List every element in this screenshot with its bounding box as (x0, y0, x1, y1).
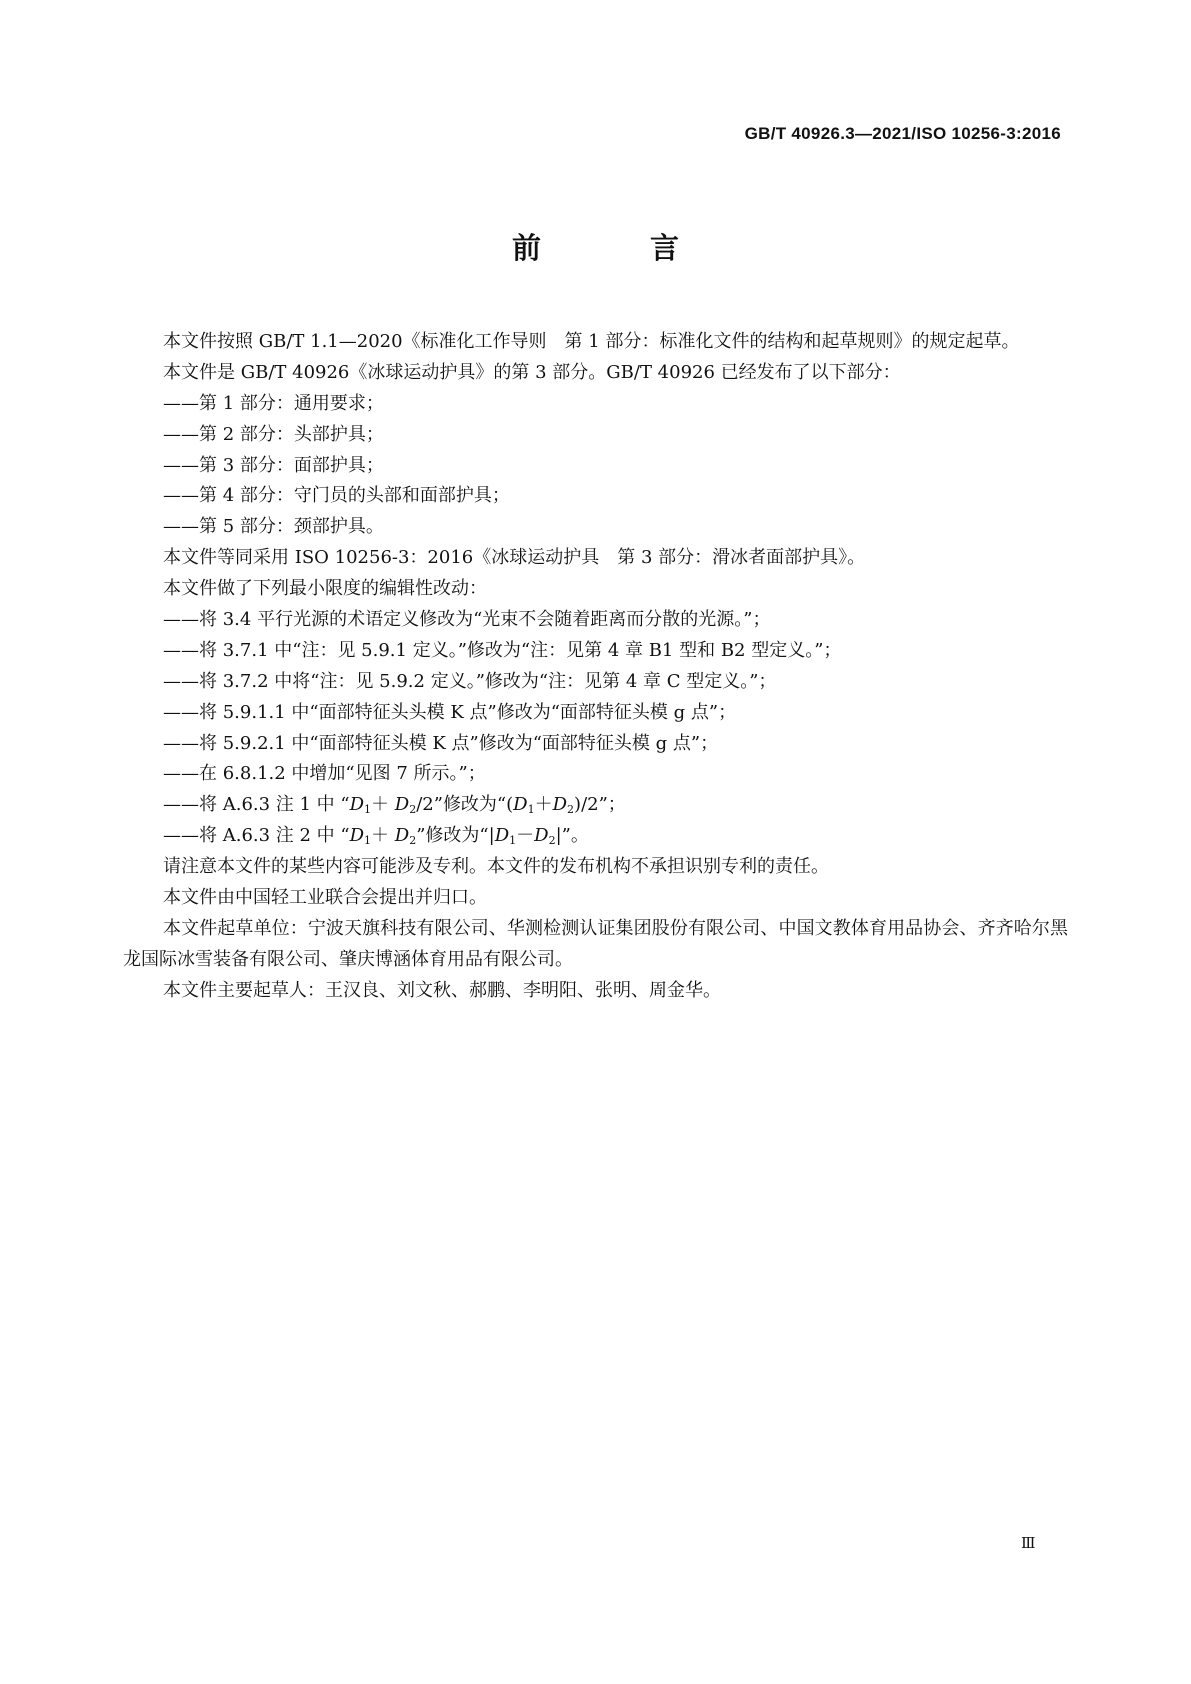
paragraph-proposer: 本文件由中国轻工业联合会提出并归口。 (163, 887, 487, 909)
list-item: ——第 4 部分：守门员的头部和面部护具； (163, 485, 510, 507)
paragraph-adoption: 本文件等同采用 ISO 10256-3：2016《冰球运动护具 第 3 部分：滑冰者面部护具》。 (163, 547, 866, 569)
list-item: ——第 5 部分：颈部护具。 (163, 516, 384, 538)
list-item: ——将 3.7.1 中“注：见 5.9.1 定义。”修改为“注：见第 4 章 B1 型和 B2 型定义。”； (163, 639, 842, 661)
list-item: ——将 3.4 平行光源的术语定义修改为“光束不会随着距离而分散的光源。”； (163, 609, 771, 631)
paragraph-series: 本文件是 GB/T 40926《冰球运动护具》的第 3 部分。GB/T 40926 已经发布了以下部分： (163, 361, 901, 383)
list-item-formula-1: ——将 A.6.3 注 1 中 “$D_1+ D_2/2$”修改为“$(D_1+D_2)/2$”； (163, 794, 626, 817)
list-item: ——在 6.8.1.2 中增加“见图 7 所示。”； (163, 763, 486, 785)
page-number: Ⅲ (1021, 1534, 1036, 1552)
list-item: ——第 3 部分：面部护具； (163, 454, 384, 476)
paragraph-drafting-units: 本文件起草单位：宁波天旗科技有限公司、华测检测认证集团股份有限公司、中国文教体育用品协会、齐齐哈尔黑龙国际冰雪装备有限公司、肇庆博涵体育用品有限公司。 (123, 917, 1068, 970)
list-item: ——第 1 部分：通用要求； (163, 392, 384, 414)
list-item: ——将 3.7.2 中将“注：见 5.9.2 定义。”修改为“注：见第 4 章 C 型定义。”； (163, 670, 777, 692)
paragraph-changes: 本文件做了下列最小限度的编辑性改动： (163, 578, 487, 600)
list-item: ——将 5.9.1.1 中“面部特征头头模 K 点”修改为“面部特征头模 g 点”； (163, 701, 737, 723)
standard-code: GB/T 40926.3—2021/ISO 10256-3:2016 (744, 124, 1061, 143)
foreword-body (123, 327, 1068, 1007)
list-item: ——将 5.9.2.1 中“面部特征头模 K 点”修改为“面部特征头模 g 点”； (163, 732, 719, 754)
paragraph-patent: 请注意本文件的某些内容可能涉及专利。本文件的发布机构不承担识别专利的责任。 (163, 856, 829, 878)
paragraph-scope: 本文件按照 GB/T 1.1—2020《标准化工作导则 第 1 部分：标准化文件的结构和起草规则》的规定起草。 (163, 331, 1020, 352)
list-item-formula-2: ——将 A.6.3 注 2 中 “$D_1+ D_2$”修改为“$|D_1-D_2|$”。 (163, 825, 589, 848)
paragraph-drafters: 本文件主要起草人：王汉良、刘文秋、郝鹏、李明阳、张明、周金华。 (163, 979, 721, 1001)
list-item: ——第 2 部分：头部护具； (163, 423, 384, 445)
page-title: 前 言 (511, 231, 719, 265)
